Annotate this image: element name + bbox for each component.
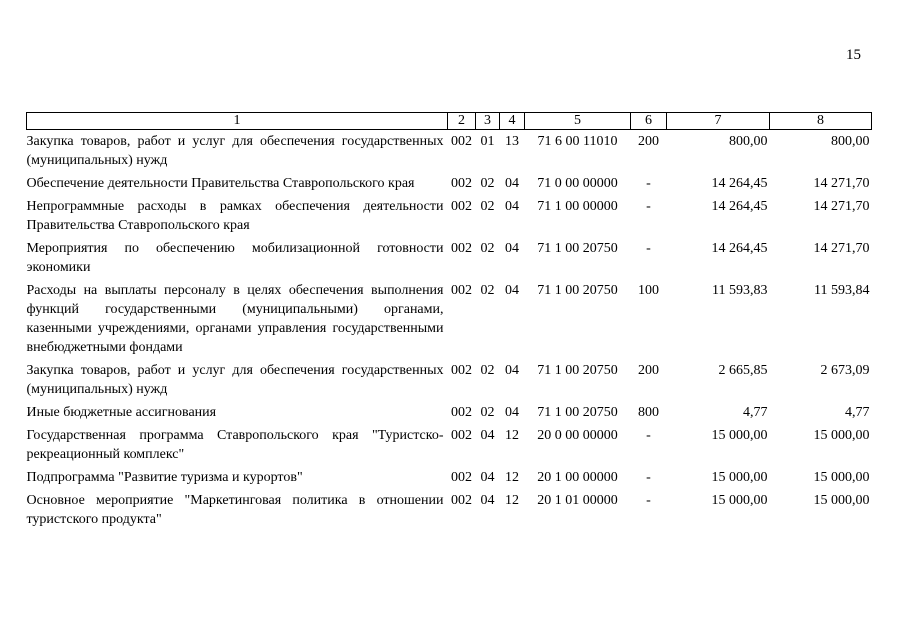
row-code-ministry: 002 [451,241,472,256]
row-code-target: 71 6 00 11010 [537,134,618,149]
row-code-target: 71 1 00 20750 [537,241,618,256]
row-amount-1: 15 000,00 [711,493,768,508]
row-code-expense-type: - [646,176,651,191]
row-amount-2: 15 000,00 [813,493,870,508]
row-name: Закупка товаров, работ и услуг для обеспечения государственных (муниципальных) нужд [26,363,444,397]
table-row [27,426,872,468]
row-code-expense-type: 800 [638,405,659,420]
row-name: Расходы на выплаты персоналу в целях обеспечения выполнения функций государственными (муниципальными) органами, казенными учреждениями, органами управления государственными внебюджетными фондами [26,283,444,355]
row-amount-2: 15 000,00 [813,428,870,443]
page-number: 15 [846,47,861,63]
header-col-7: 7 [667,113,770,130]
table-row [27,174,872,197]
table-row [27,197,872,239]
row-code-section: 02 [480,283,495,298]
table-row [27,239,872,281]
row-amount-1: 11 593,83 [712,283,768,298]
row-code-section: 02 [480,199,495,214]
row-code-subsection: 04 [505,363,519,378]
header-col-5: 5 [525,113,631,130]
row-amount-2: 800,00 [831,134,870,149]
table-row [27,281,872,361]
row-amount-1: 15 000,00 [711,470,768,485]
row-amount-1: 14 264,45 [711,176,768,191]
row-code-expense-type: - [646,199,651,214]
row-name: Основное мероприятие "Маркетинговая политика в отношении туристского продукта" [26,493,444,527]
row-amount-2: 11 593,84 [814,283,870,298]
row-code-ministry: 002 [451,405,472,420]
row-code-expense-type: - [646,493,651,508]
row-amount-1: 2 665,85 [718,363,768,378]
row-amount-2: 14 271,70 [813,176,870,191]
row-amount-2: 14 271,70 [813,199,870,214]
row-code-section: 02 [480,405,495,420]
row-amount-2: 4,77 [845,405,870,420]
row-code-target: 71 1 00 20750 [537,405,618,420]
row-code-target: 71 0 00 00000 [537,176,618,191]
table-header-row [27,113,872,130]
header-col-2: 2 [448,113,476,130]
row-amount-2: 14 271,70 [813,241,870,256]
row-code-section: 04 [480,493,495,508]
row-name: Обеспечение деятельности Правительства Ставропольского края [26,176,415,191]
row-code-section: 04 [480,470,495,485]
row-amount-2: 15 000,00 [813,470,870,485]
row-code-subsection: 04 [505,199,519,214]
row-amount-1: 800,00 [729,134,768,149]
row-code-subsection: 04 [505,176,519,191]
row-code-section: 01 [480,134,495,149]
row-code-expense-type: - [646,241,651,256]
table-row [27,491,872,533]
row-code-section: 04 [480,428,495,443]
row-code-target: 71 1 00 20750 [537,363,618,378]
row-code-ministry: 002 [451,470,472,485]
row-code-expense-type: 100 [638,283,659,298]
row-name: Государственная программа Ставропольского края "Туристско-рекреационный комплекс" [26,428,444,462]
row-code-section: 02 [480,176,495,191]
header-col-8: 8 [770,113,872,130]
row-code-ministry: 002 [451,283,472,298]
row-code-target: 20 1 01 00000 [537,493,618,508]
row-name: Иные бюджетные ассигнования [26,405,217,420]
row-code-ministry: 002 [451,493,472,508]
header-col-1: 1 [27,113,448,130]
row-code-subsection: 04 [505,283,519,298]
row-code-section: 02 [480,363,495,378]
row-code-target: 71 1 00 00000 [537,199,618,214]
row-code-subsection: 12 [505,428,519,443]
table-row [27,468,872,491]
row-code-ministry: 002 [451,199,472,214]
row-code-target: 71 1 00 20750 [537,283,618,298]
table-row [27,403,872,426]
row-amount-1: 14 264,45 [711,241,768,256]
row-code-ministry: 002 [451,134,472,149]
row-amount-1: 4,77 [743,405,768,420]
row-amount-2: 2 673,09 [820,363,870,378]
row-code-ministry: 002 [451,363,472,378]
row-code-subsection: 12 [505,493,519,508]
table-row [27,361,872,403]
row-name: Непрограммные расходы в рамках обеспечения деятельности Правительства Ставропольского края [26,199,444,233]
row-name: Закупка товаров, работ и услуг для обеспечения государственных (муниципальных) нужд [26,134,444,168]
row-code-target: 20 0 00 00000 [537,428,618,443]
budget-table [26,112,872,533]
row-code-section: 02 [480,241,495,256]
row-code-expense-type: - [646,470,651,485]
row-name: Подпрограмма "Развитие туризма и курортов" [26,470,303,485]
row-code-expense-type: 200 [638,134,659,149]
header-col-6: 6 [631,113,667,130]
row-code-subsection: 13 [505,134,519,149]
row-code-ministry: 002 [451,176,472,191]
row-amount-1: 14 264,45 [711,199,768,214]
header-col-3: 3 [476,113,500,130]
row-code-subsection: 12 [505,470,519,485]
row-amount-1: 15 000,00 [711,428,768,443]
row-code-subsection: 04 [505,241,519,256]
row-name: Мероприятия по обеспечению мобилизационной готовности экономики [26,241,444,275]
row-code-expense-type: - [646,428,651,443]
row-code-ministry: 002 [451,428,472,443]
row-code-subsection: 04 [505,405,519,420]
table-row [27,130,872,175]
row-code-expense-type: 200 [638,363,659,378]
row-code-target: 20 1 00 00000 [537,470,618,485]
header-col-4: 4 [500,113,525,130]
